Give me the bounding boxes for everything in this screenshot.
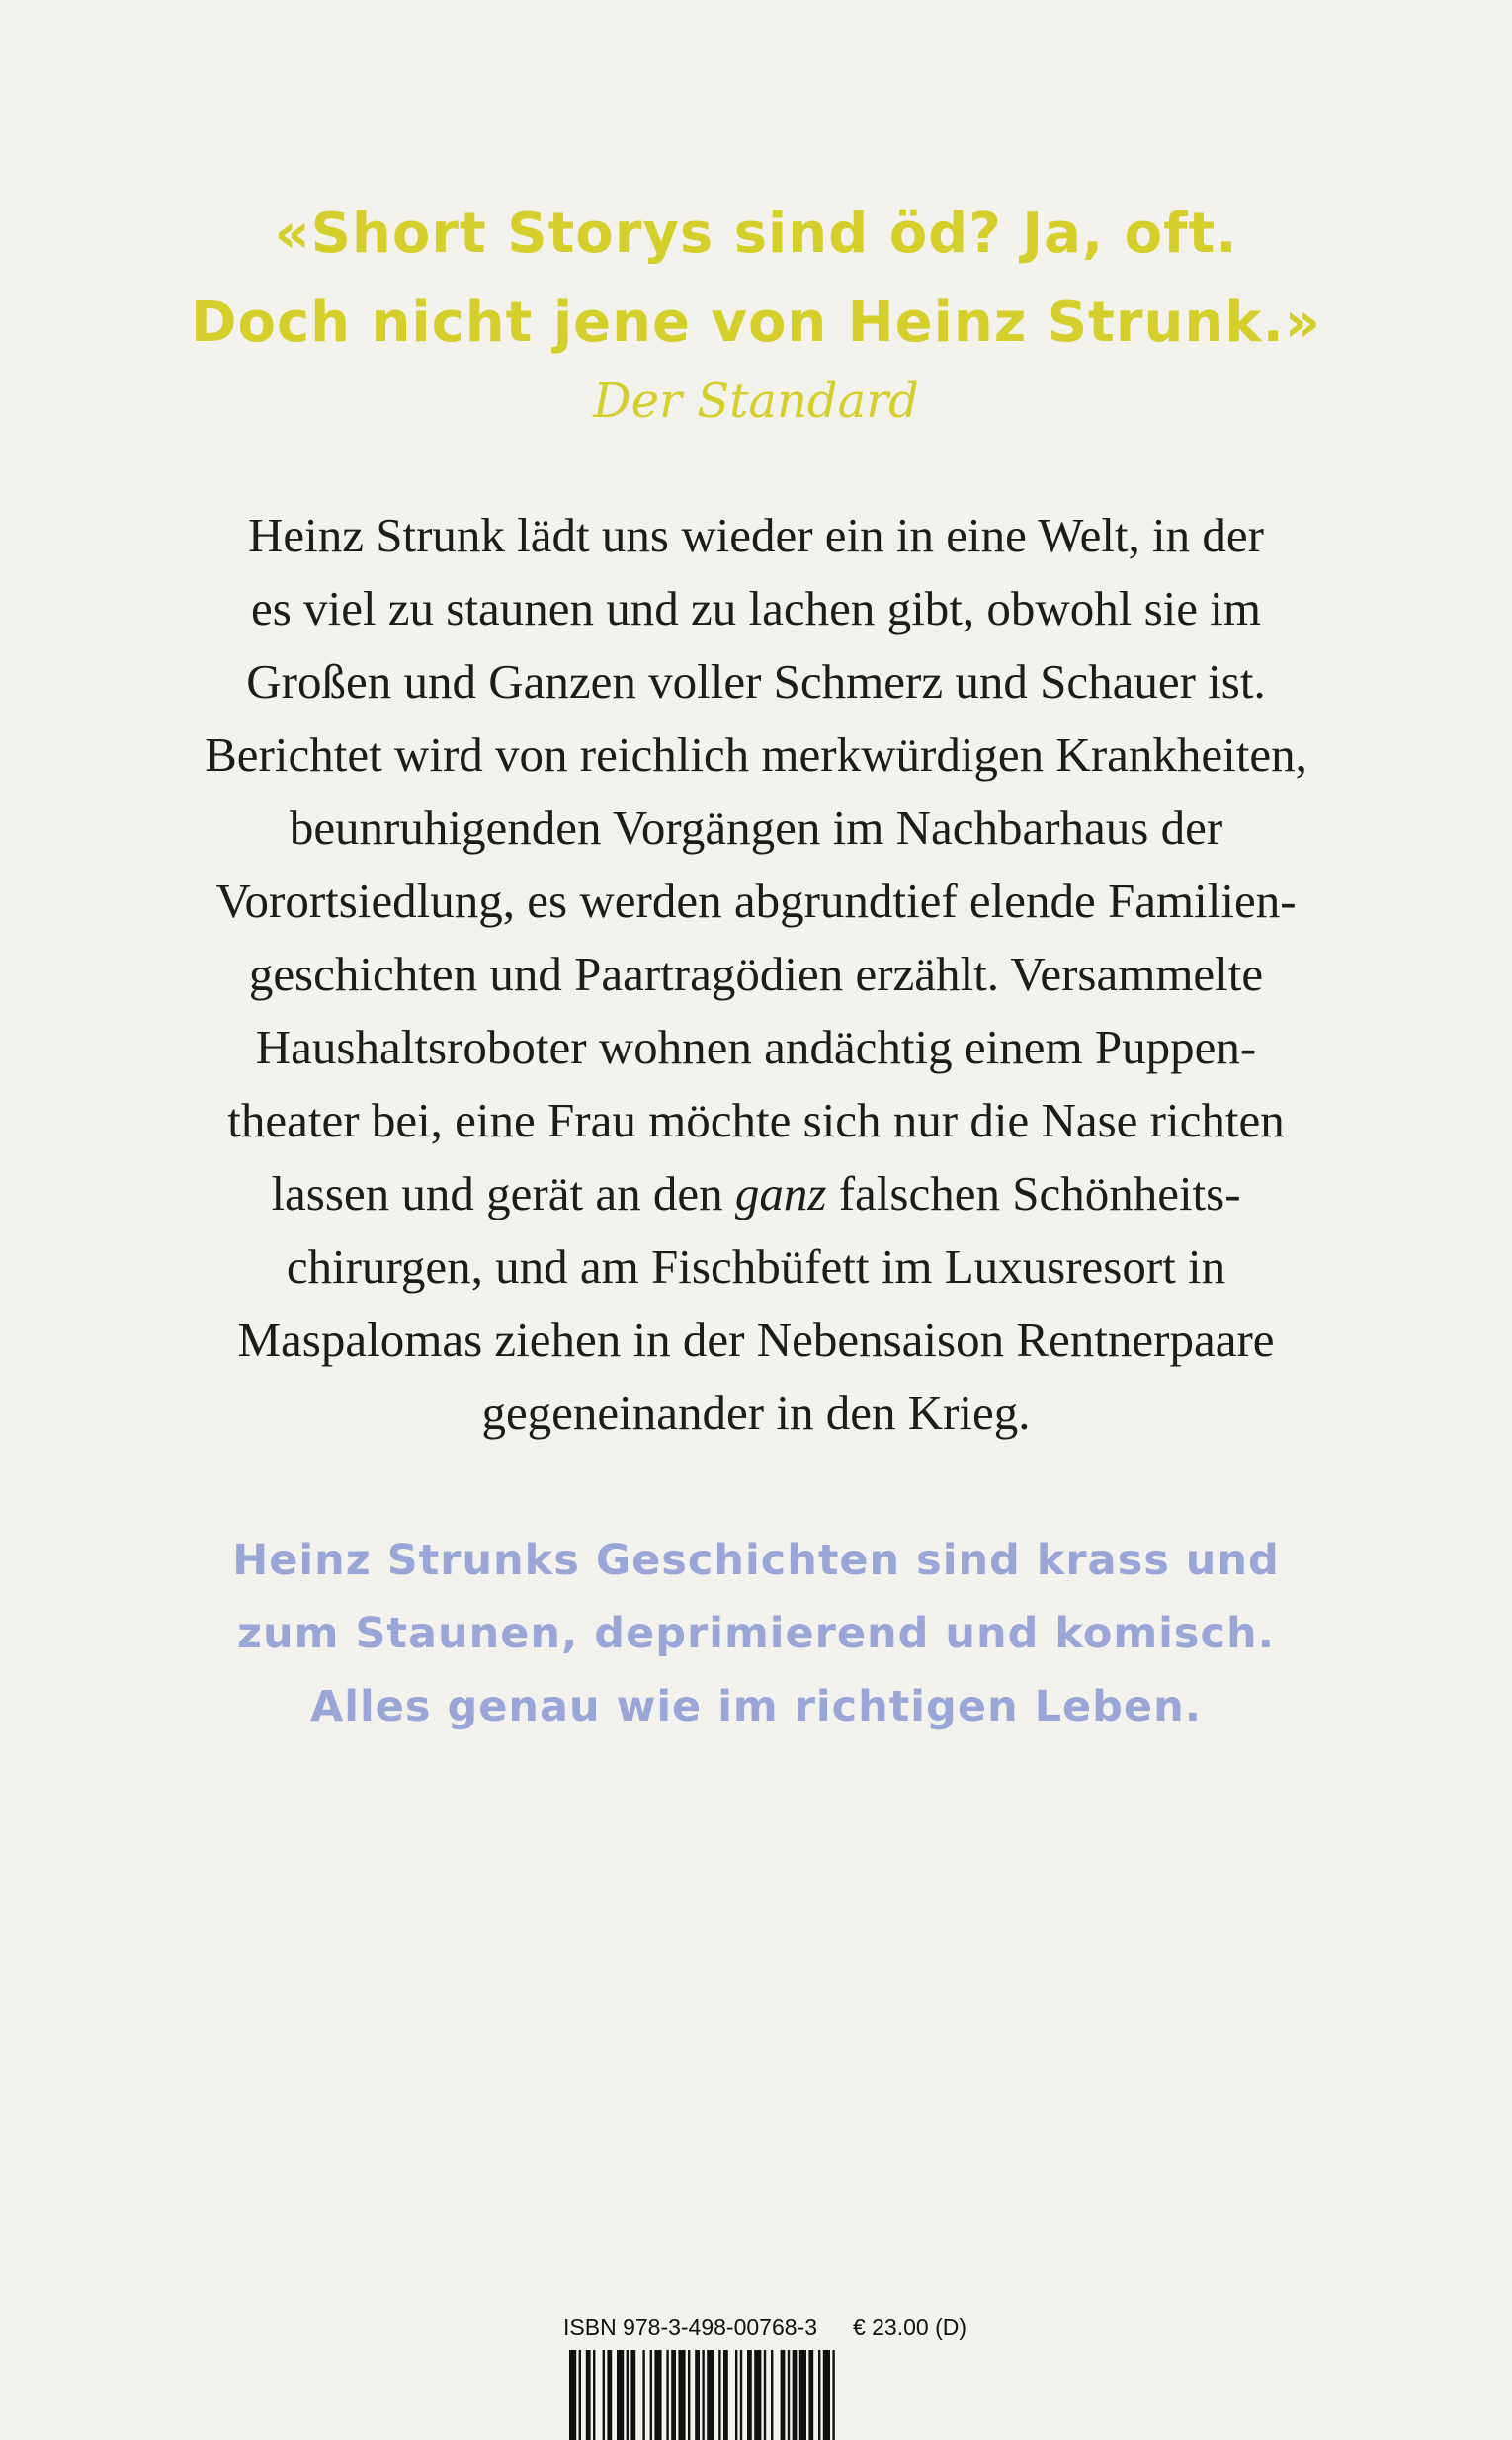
barcode-bar (781, 2350, 786, 2440)
barcode-bar (688, 2350, 690, 2440)
barcode-bar (678, 2350, 685, 2440)
barcode-bar (617, 2350, 624, 2440)
blurb-line: theater bei, eine Frau möchte sich nur die Nase richten (227, 1093, 1285, 1147)
blurb-line: geschichten und Paartragödien erzählt. Versammelte (248, 947, 1264, 1001)
barcode-bar (607, 2350, 612, 2440)
barcode-bar (650, 2350, 652, 2440)
barcode-bar (818, 2350, 820, 2440)
barcode-block (563, 2314, 978, 2440)
blurb-line: es viel zu staunen und zu lachen gibt, obwohl sie im (251, 581, 1261, 635)
blurb-text-segment: lassen und gerät an den (271, 1166, 735, 1220)
blurb-line: Maspalomas ziehen in der Nebensaison Rentnerpaare (237, 1312, 1275, 1367)
blurb-line: chirurgen, und am Fischbüfett im Luxusresort in (286, 1239, 1226, 1294)
review-quote-line: «Short Storys sind öd? Ja, oft. (274, 202, 1238, 266)
barcode-bar (823, 2350, 830, 2440)
price-label: € 23.00 (D) (852, 2314, 966, 2340)
blurb-line: Haushaltsroboter wohnen andächtig einem Puppen- (255, 1020, 1257, 1074)
blurb-line: Großen und Ganzen voller Schmerz und Schauer ist. (246, 654, 1266, 709)
review-quote (0, 190, 1512, 433)
tagline-line: Alles genau wie im richtigen Leben. (309, 1682, 1203, 1731)
barcode-bar (799, 2350, 806, 2440)
blurb-text (0, 499, 1512, 1450)
barcode-bar (735, 2350, 737, 2440)
barcode-bar (788, 2350, 790, 2440)
blurb-emphasis: ganz (734, 1166, 827, 1220)
barcode-bar (569, 2350, 576, 2440)
barcode-bar (627, 2350, 629, 2440)
barcode-bar (671, 2350, 676, 2440)
blurb-line: Heinz Strunk lädt uns wieder ein in eine Welt, in der (248, 508, 1264, 562)
barcode-bar (630, 2350, 635, 2440)
barcode-bar (579, 2350, 581, 2440)
blurb-line: beunruhigenden Vorgängen im Nachbarhaus der (289, 800, 1223, 855)
barcode-bar (754, 2350, 761, 2440)
barcode-image (563, 2350, 978, 2440)
barcode-bar (723, 2350, 728, 2440)
barcode-bar (793, 2350, 798, 2440)
barcode-bar (764, 2350, 766, 2440)
isbn-price-line (563, 2314, 978, 2344)
blurb-line (0, 1157, 1512, 1230)
tagline (0, 1524, 1512, 1743)
blurb-line: gegeneinander in den Krieg. (481, 1386, 1031, 1440)
barcode-bar (702, 2350, 704, 2440)
barcode-bar (832, 2350, 834, 2440)
barcode-bar (718, 2350, 720, 2440)
blurb-line: Vorortsiedlung, es werden abgrundtief elende Familien- (215, 874, 1297, 928)
review-quote-line: Doch nicht jene von Heinz Strunk.» (191, 291, 1321, 355)
blurb-line: Berichtet wird von reichlich merkwürdigen Krankheiten, (205, 727, 1307, 782)
review-quote-source: Der Standard (593, 374, 919, 429)
barcode-bar (740, 2350, 742, 2440)
isbn-number: ISBN 978-3-498-00768-3 (563, 2314, 817, 2340)
barcode-bar (808, 2350, 813, 2440)
barcode-bar (654, 2350, 661, 2440)
tagline-line: zum Staunen, deprimierend und komisch. (237, 1609, 1275, 1658)
barcode-bar (603, 2350, 605, 2440)
barcode-bar (666, 2350, 668, 2440)
barcode-bar (695, 2350, 700, 2440)
barcode-bar (586, 2350, 591, 2440)
blurb-text-segment: falschen Schönheits- (826, 1166, 1241, 1220)
barcode-bar (747, 2350, 752, 2440)
barcode-bar (593, 2350, 595, 2440)
barcode-bar (642, 2350, 644, 2440)
barcode-bar (771, 2350, 773, 2440)
tagline-line: Heinz Strunks Geschichten sind krass und (232, 1536, 1280, 1585)
barcode-bar (707, 2350, 714, 2440)
